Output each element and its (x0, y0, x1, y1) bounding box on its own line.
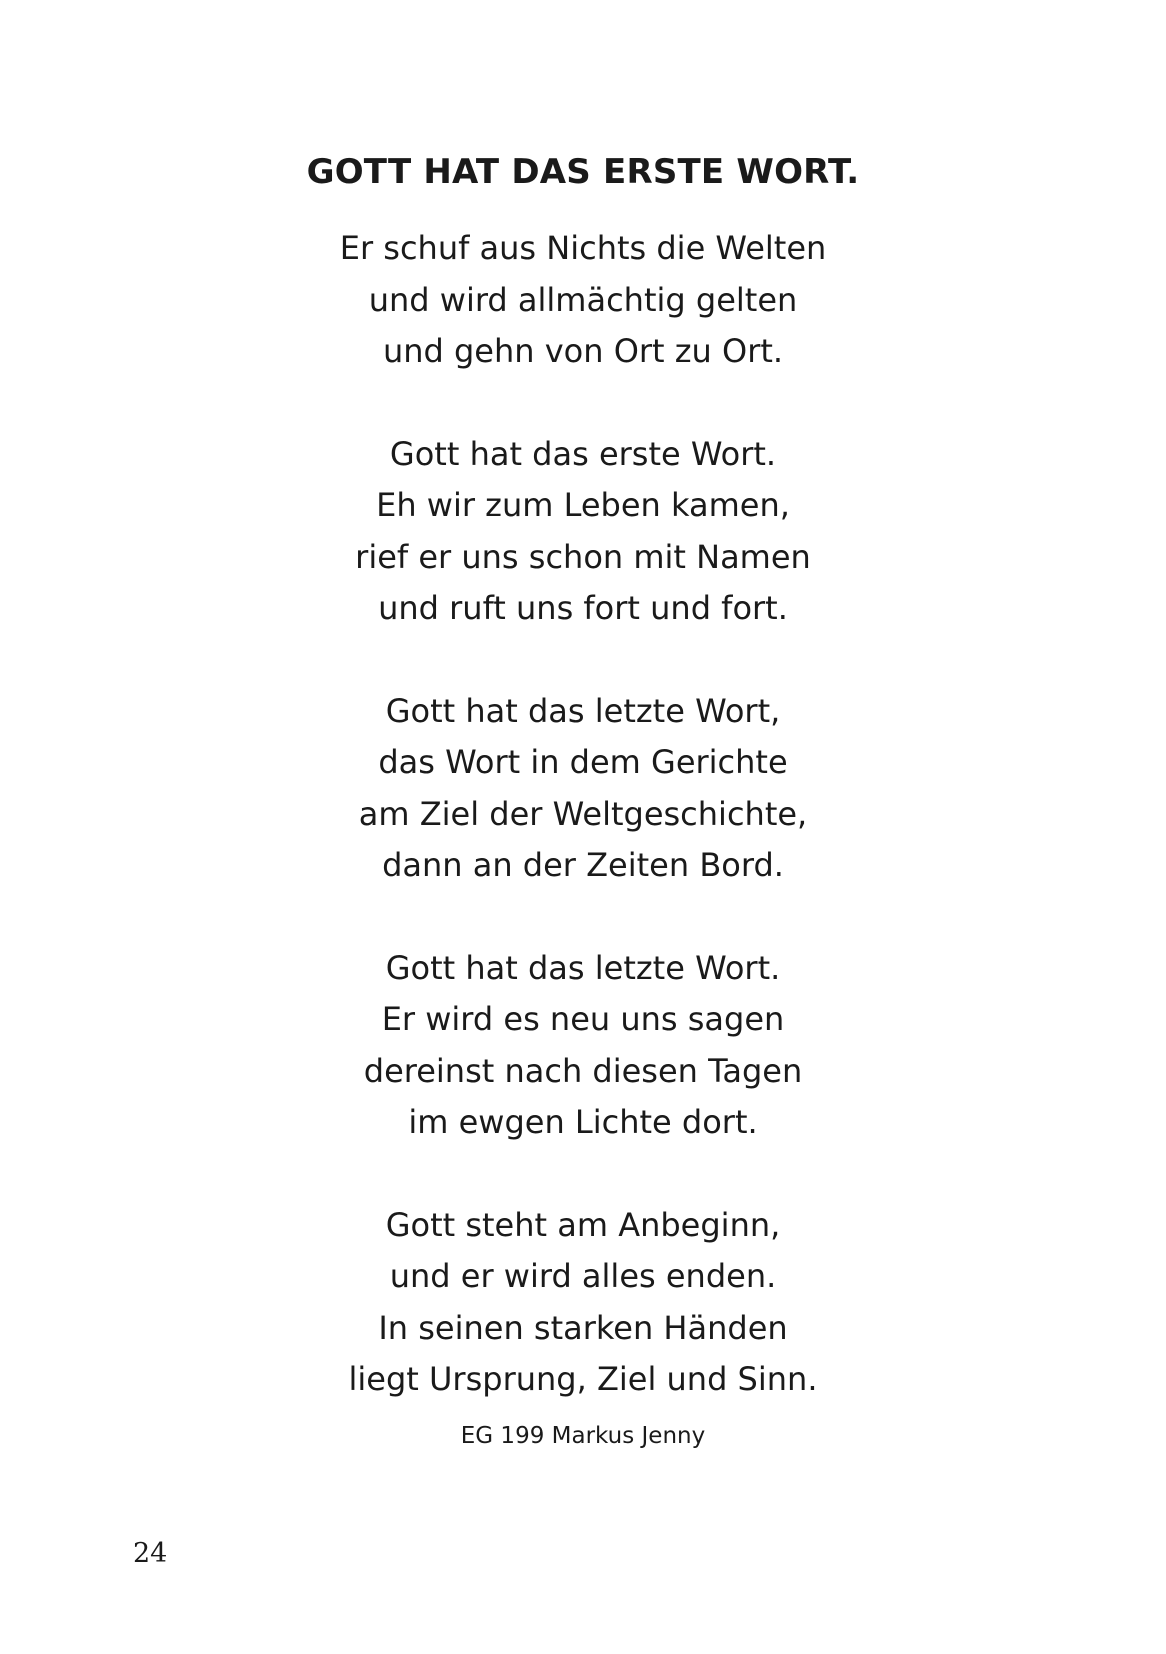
poem-line: dann an der Zeiten Bord. (382, 846, 784, 884)
stanza-1 (0, 223, 1166, 378)
poem (0, 223, 1166, 1406)
poem-line: rief er uns schon mit Namen (355, 537, 811, 576)
poem-line: Er wird es neu uns sagen (381, 1000, 785, 1038)
poem-line: Eh wir zum Leben kamen, (376, 486, 790, 524)
poem-line: das Wort in dem Gerichte (378, 743, 788, 781)
poem-line: Gott hat das letzte Wort, (385, 691, 781, 730)
poem-line: Gott hat das letzte Wort. (385, 948, 781, 987)
poem-line: am Ziel der Weltgeschichte, (358, 794, 808, 833)
poem-line: Gott hat das erste Wort. (389, 434, 777, 473)
poem-title: GOTT HAT DAS ERSTE WORT. (306, 152, 860, 192)
poem-line: In seinen starken Händen (378, 1308, 788, 1347)
poem-line: Er schuf aus Nichts die Welten (339, 229, 827, 267)
poem-line: und gehn von Ort zu Ort. (382, 332, 784, 370)
page-number: 24 (133, 1538, 168, 1569)
stanza-3 (0, 686, 1166, 892)
attribution: EG 199 Markus Jenny (460, 1423, 706, 1449)
poem-line: dereinst nach diesen Tagen (363, 1051, 803, 1090)
stanza-4 (0, 943, 1166, 1149)
poem-line: Gott steht am Anbeginn, (385, 1205, 781, 1244)
poem-line: und ruft uns fort und fort. (378, 589, 788, 627)
poem-line: und wird allmächtig gelten (368, 280, 798, 319)
poem-line: im ewgen Lichte dort. (408, 1103, 758, 1141)
poem-line: liegt Ursprung, Ziel und Sinn. (348, 1360, 818, 1398)
stanza-2 (0, 429, 1166, 635)
poem-line: und er wird alles enden. (389, 1257, 777, 1295)
stanza-5 (0, 1200, 1166, 1406)
